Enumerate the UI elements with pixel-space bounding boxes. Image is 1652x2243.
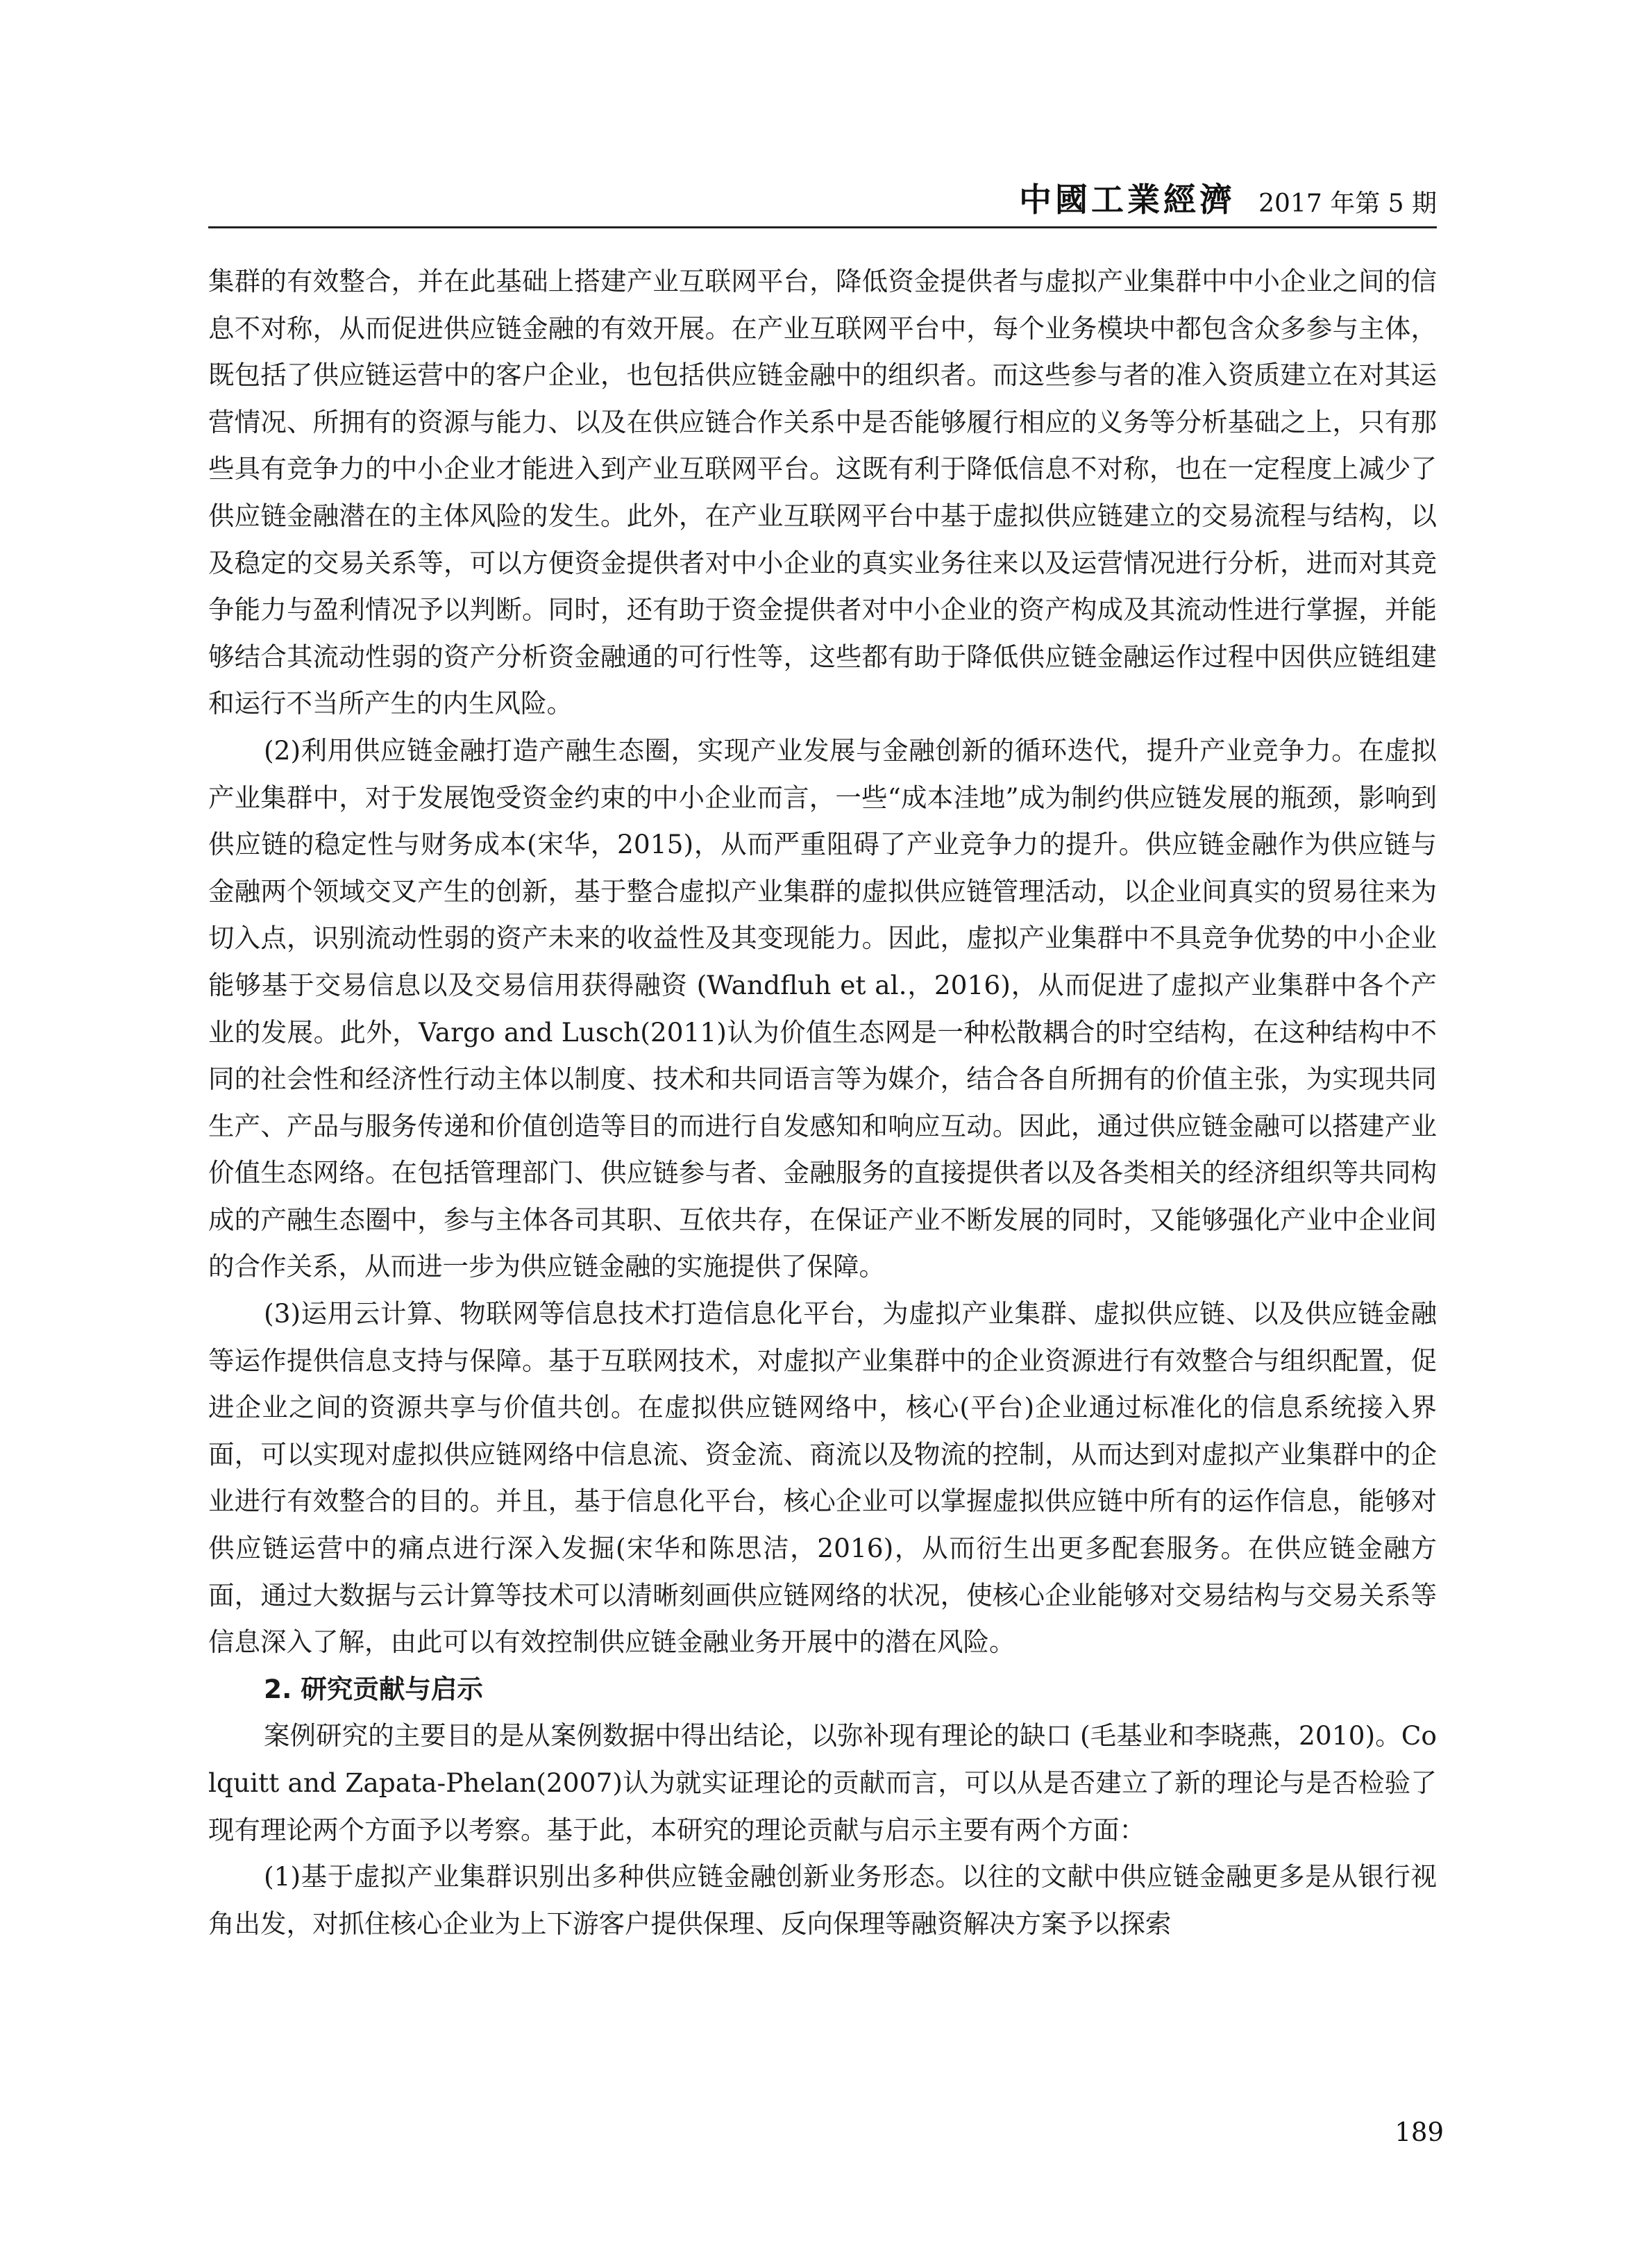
journal-title: 中國工業經濟 [1019,181,1236,219]
body-paragraph: (1)基于虚拟产业集群识别出多种供应链金融创新业务形态。以往的文献中供应链金融更多是从银行视角出发，对抓住核心企业为上下游客户提供保理、反向保理等融资解决方案予以探索 [208,1861,1437,1939]
article-body [208,258,1437,1947]
section-heading: 2. 研究贡献与启示 [264,1673,483,1704]
issue-label: 2017 年第 5 期 [1258,190,1437,218]
running-header [208,182,1437,228]
body-paragraph: 集群的有效整合，并在此基础上搭建产业互联网平台，降低资金提供者与虚拟产业集群中中小企业之间的信息不对称，从而促进供应链金融的有效开展。在产业互联网平台中，每个业务模块中都包含众多参与主体，既包括了供应链运营中的客户企业，也包括供应链金融中的组织者。而这些参与者的准入资质建立在对其运营情况、所拥有的资源与能力、以及在供应链合作关系中是否能够履行相应的义务等分析基础之上，只有那些具有竞争力的中小企业才能进入到产业互联网平台。这既有利于降低信息不对称，也在一定程度上减少了供应链金融潜在的主体风险的发生。此外，在产业互联网平台中基于虚拟供应链建立的交易流程与结构，以及稳定的交易关系等，可以方便资金提供者对中小企业的真实业务往来以及运营情况进行分析，进而对其竞争能力与盈利情况予以判断。同时，还有助于资金提供者对中小企业的资产构成及其流动性进行掌握，并能够结合其流动性弱的资产分析资金融通的可行性等，这些都有助于降低供应链金融运作过程中因供应链组建和运行不当所产生的内生风险。 [208,266,1437,719]
body-paragraph: (2)利用供应链金融打造产融生态圈，实现产业发展与金融创新的循环迭代，提升产业竞争力。在虚拟产业集群中，对于发展饱受资金约束的中小企业而言，一些“成本洼地”成为制约供应链发展的瓶颈，影响到供应链的稳定性与财务成本(宋华，2015)，从而严重阻碍了产业竞争力的提升。供应链金融作为供应链与金融两个领域交叉产生的创新，基于整合虚拟产业集群的虚拟供应链管理活动，以企业间真实的贸易往来为切入点，识别流动性弱的资产未来的收益性及其变现能力。因此，虚拟产业集群中不具竞争优势的中小企业能够基于交易信息以及交易信用获得融资 (Wandfluh et al.，2016)，从而促进了虚拟产业集群中各个产业的发展。此外，Vargo and Lusch(2011)认为价值生态网是一种松散耦合的时空结构，在这种结构中不同的社会性和经济性行动主体以制度、技术和共同语言等为媒介，结合各自所拥有的价值主张，为实现共同生产、产品与服务传递和价值创造等目的而进行自发感知和响应互动。因此，通过供应链金融可以搭建产业价值生态网络。在包括管理部门、供应链参与者、金融服务的直接提供者以及各类相关的经济组织等共同构成的产融生态圈中，参与主体各司其职、互依共存，在保证产业不断发展的同时，又能够强化产业中企业间的合作关系，从而进一步为供应链金融的实施提供了保障。 [208,734,1437,1282]
body-paragraph: 案例研究的主要目的是从案例数据中得出结论，以弥补现有理论的缺口 (毛基业和李晓燕，2010)。Colquitt and Zapata-Phelan(2007)认为就实证理论的贡献而言，可以从是否建立了新的理论与是否检验了现有理论两个方面予以考察。基于此，本研究的理论贡献与启示主要有两个方面： [208,1720,1437,1845]
page-number: 189 [1394,2117,1444,2147]
body-paragraph: (3)运用云计算、物联网等信息技术打造信息化平台，为虚拟产业集群、虚拟供应链、以及供应链金融等运作提供信息支持与保障。基于互联网技术，对虚拟产业集群中的企业资源进行有效整合与组织配置，促进企业之间的资源共享与价值共创。在虚拟供应链网络中，核心(平台)企业通过标准化的信息系统接入界面，可以实现对虚拟供应链网络中信息流、资金流、商流以及物流的控制，从而达到对虚拟产业集群中的企业进行有效整合的目的。并且，基于信息化平台，核心企业可以掌握虚拟供应链中所有的运作信息，能够对供应链运营中的痛点进行深入发掘(宋华和陈思洁，2016)，从而衍生出更多配套服务。在供应链金融方面，通过大数据与云计算等技术可以清晰刻画供应链网络的状况，使核心企业能够对交易结构与交易关系等信息深入了解，由此可以有效控制供应链金融业务开展中的潜在风险。 [208,1298,1437,1658]
